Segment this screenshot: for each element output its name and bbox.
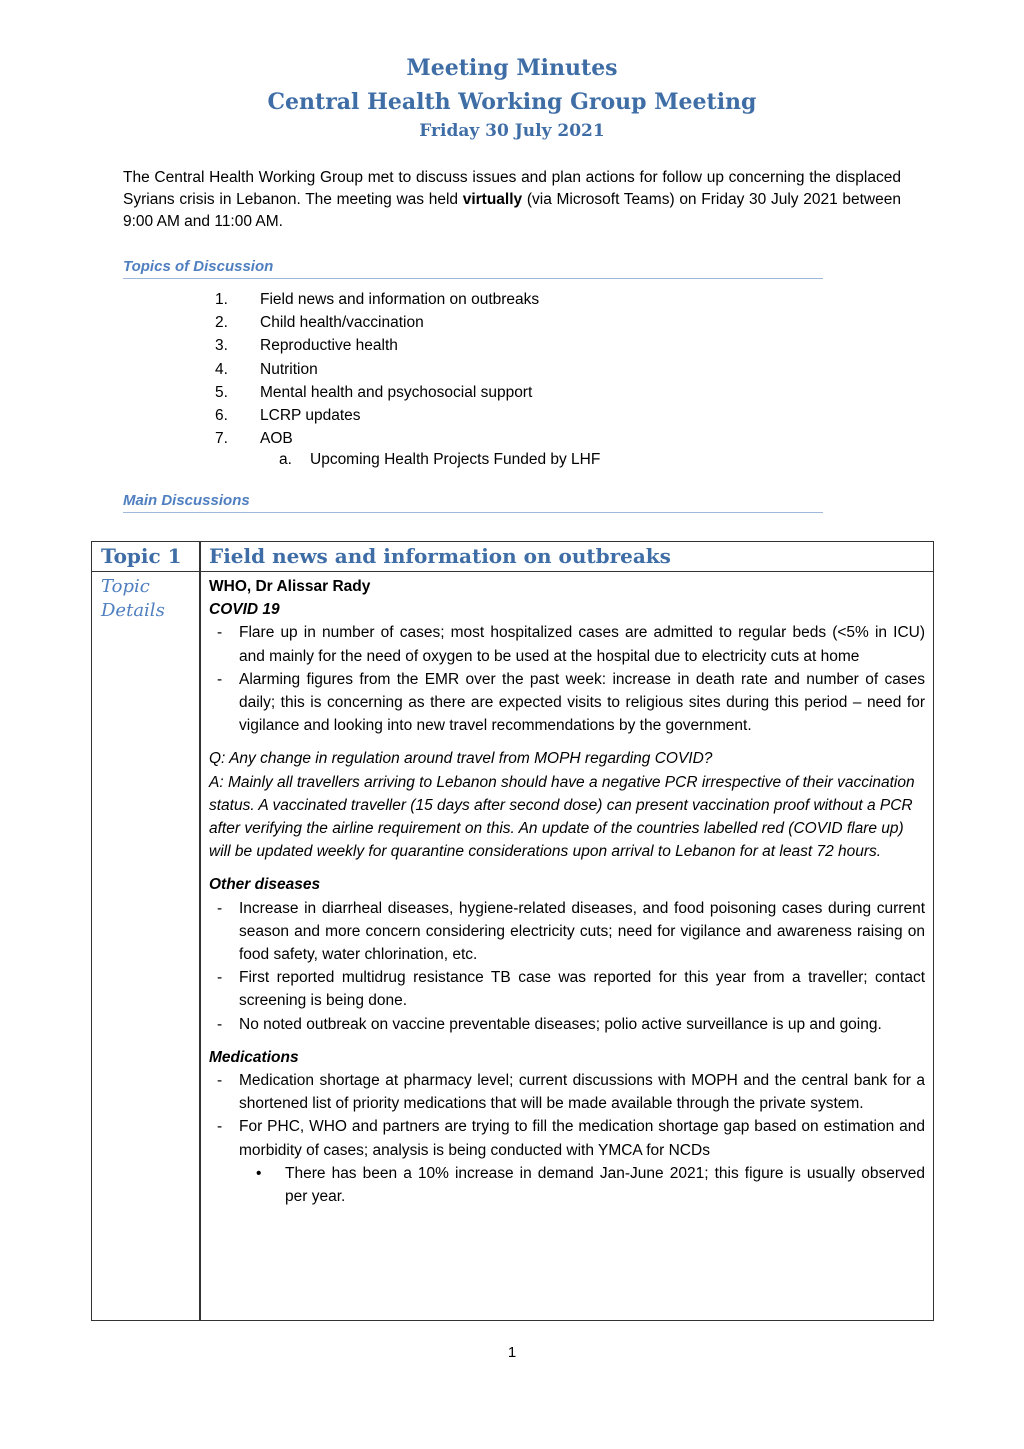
page-number: 1 — [507, 1344, 517, 1361]
main-discussions-heading: Main Discussions — [123, 492, 823, 513]
intro-paragraph — [123, 167, 901, 233]
agenda-label: LCRP updates — [260, 406, 361, 424]
topic-number: Topic 1 — [101, 544, 182, 568]
intro-text-1: The Central Health Working Group met to discuss issues and plan actions for follow up concerning the displaced Syrians crisis in Lebanon. The meeting was held — [123, 169, 901, 208]
agenda-num: 7. — [215, 430, 228, 448]
other-disease-point: - Increase in diarrheal diseases, hygiene-related diseases, and food poisoning cases during current season and more concern considering electricity cuts; need for vigilance and awareness raising on food safety, water chlorination, etc. — [209, 897, 925, 967]
agenda-num: 6. — [215, 406, 228, 424]
agenda-num: 3. — [215, 337, 228, 355]
agenda-item — [215, 381, 539, 404]
column-divider — [199, 542, 201, 1320]
agenda-item — [215, 427, 539, 450]
topic-title: Field news and information on outbreaks — [209, 544, 671, 568]
agenda-item — [215, 311, 539, 334]
intro-bold: virtually — [462, 191, 523, 208]
topic-table — [91, 541, 934, 1321]
qa-question: Q: Any change in regulation around travel from MOPH regarding COVID? — [209, 750, 713, 768]
topic-details-label: Topic Details — [101, 576, 165, 621]
topics-heading: Topics of Discussion — [123, 258, 823, 279]
agenda-sub-num: a. — [279, 451, 292, 468]
covid-point: - Flare up in number of cases; most hospitalized cases are admitted to regular beds (<5% in ICU) and mainly for the need of oxygen to be used at the hospital due to electricity cuts at home — [209, 621, 925, 667]
agenda-item — [215, 404, 539, 427]
document-title: Meeting Minutes — [406, 55, 618, 81]
spacer — [209, 737, 925, 747]
agenda-item — [215, 334, 539, 357]
agenda-label: AOB — [260, 430, 293, 448]
topic-content — [209, 575, 925, 1208]
speaker-name: WHO, Dr Alissar Rady — [209, 578, 371, 595]
medications-heading: Medications — [209, 1048, 299, 1066]
other-disease-point: - First reported multidrug resistance TB case was reported for this year from a traveller; contact screening is being done. — [209, 966, 925, 1012]
document-subtitle: Central Health Working Group Meeting — [267, 89, 757, 115]
intro-text-2: (via Microsoft Teams) on Friday 30 July 2021 between 9:00 AM and 11:00 AM. — [123, 191, 901, 230]
medication-point: - Medication shortage at pharmacy level; current discussions with MOPH and the central bank for a shortened list of priority medications that will be made available through the private system. — [209, 1069, 925, 1115]
agenda-num: 4. — [215, 360, 228, 378]
medication-subpoint: • There has been a 10% increase in demand Jan-June 2021; this figure is usually observed per year. — [209, 1162, 925, 1208]
agenda-label: Mental health and psychosocial support — [260, 383, 533, 401]
agenda-label: Reproductive health — [260, 337, 398, 355]
agenda-list — [215, 288, 539, 450]
spacer — [209, 863, 925, 873]
qa-answer: A: Mainly all travellers arriving to Lebanon should have a negative PCR irrespective of their vaccination status. A vaccinated traveller (15 days after second dose) can present vaccination proof without a PCR after verifying the airline requirement on this. An update of the countries labelled red (COVID flare up) will be updated weekly for quarantine considerations upon arrival to Lebanon for at least 72 hours. — [209, 773, 915, 861]
covid-heading: COVID 19 — [209, 601, 280, 619]
agenda-label: Nutrition — [260, 360, 318, 378]
medication-point: - For PHC, WHO and partners are trying to fill the medication shortage gap based on estimation and morbidity of cases; analysis is being conducted with YMCA for NCDs — [209, 1115, 925, 1161]
agenda-subitem — [279, 451, 600, 469]
agenda-item — [215, 358, 539, 381]
agenda-label: Child health/vaccination — [260, 314, 424, 332]
agenda-sub-label: Upcoming Health Projects Funded by LHF — [310, 451, 601, 468]
other-disease-point: - No noted outbreak on vaccine preventable diseases; polio active surveillance is up and going. — [209, 1013, 925, 1036]
agenda-num: 2. — [215, 314, 228, 332]
agenda-label: Field news and information on outbreaks — [260, 291, 540, 308]
agenda-num: 1. — [215, 291, 228, 308]
agenda-item — [215, 288, 539, 311]
meeting-date: Friday 30 July 2021 — [419, 121, 605, 141]
spacer — [209, 1036, 925, 1046]
covid-point: - Alarming figures from the EMR over the past week: increase in death rate and number of cases daily; this is concerning as there are expected visits to religious sites during this period – need for vigilance and looking into new travel recommendations by the government. — [209, 668, 925, 738]
other-diseases-heading: Other diseases — [209, 876, 321, 894]
agenda-num: 5. — [215, 383, 228, 401]
